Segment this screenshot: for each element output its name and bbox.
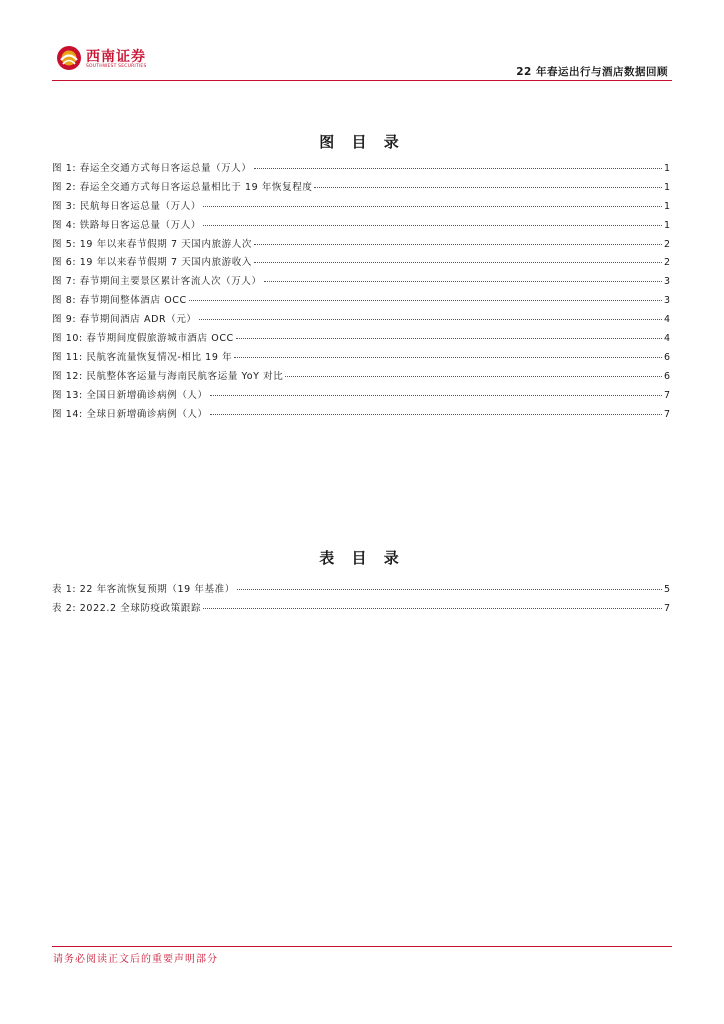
toc-leader-dots [285,376,662,377]
toc-leader-dots [203,608,662,609]
toc-entry-label: 图 10: 春节期间度假旅游城市酒店 OCC [52,333,234,345]
report-title: 22 年春运出行与酒店数据回顾 [516,66,668,78]
toc-leader-dots [199,319,662,320]
toc-entry-label: 图 4: 铁路每日客运总量（万人） [52,219,201,231]
toc-page-number: 3 [663,295,670,307]
toc-entry[interactable] [52,368,670,387]
toc-entry-label: 图 9: 春节期间酒店 ADR（元） [52,314,197,326]
toc-entry-label: 图 14: 全球日新增确诊病例（人） [52,408,208,420]
toc-page-number: 2 [663,257,670,269]
toc-page-number: 1 [663,163,670,174]
toc-page-number: 6 [663,370,670,382]
toc-entry[interactable] [52,311,670,330]
toc-entry[interactable] [52,160,670,179]
table-list [52,581,670,619]
toc-page-number: 6 [663,351,670,363]
toc-page-number: 1 [663,200,670,212]
toc-leader-dots [234,357,662,358]
toc-entry[interactable] [52,254,670,273]
toc-leader-dots [210,395,662,396]
toc-entry[interactable] [52,273,670,292]
toc-leader-dots [237,589,662,590]
toc-page-number: 1 [663,181,670,193]
toc-entry-label: 表 1: 22 年客流恢复预期（19 年基准） [52,584,235,595]
toc-entry-label: 图 8: 春节期间整体酒店 OCC [52,295,187,307]
logo-text-en: SOUTHWEST SECURITIES [86,64,147,69]
toc-entry-label: 图 12: 民航整体客运量与海南民航客运量 YoY 对比 [52,370,284,382]
toc-entry-label: 表 2: 2022.2 全球防疫政策跟踪 [52,602,202,614]
table-list-title: 表 目 录 [319,549,405,567]
toc-entry[interactable] [52,198,670,217]
toc-entry-label: 图 5: 19 年以来春节假期 7 天国内旅游人次 [52,238,252,250]
toc-page-number: 7 [663,389,670,401]
toc-page-number: 5 [663,584,670,595]
toc-leader-dots [189,300,662,301]
toc-page-number: 7 [663,602,670,614]
toc-entry[interactable] [52,292,670,311]
toc-leader-dots [254,168,662,169]
toc-entry[interactable] [52,217,670,236]
toc-entry-label: 图 13: 全国日新增确诊病例（人） [52,389,208,401]
toc-entry-label: 图 7: 春节期间主要景区累计客流人次（万人） [52,276,262,288]
toc-entry[interactable] [52,349,670,368]
toc-entry-label: 图 3: 民航每日客运总量（万人） [52,200,201,212]
footer-disclaimer: 请务必阅读正文后的重要声明部分 [53,954,218,965]
toc-entry[interactable] [52,330,670,349]
toc-page-number: 4 [663,314,670,326]
toc-entry[interactable] [52,387,670,406]
toc-leader-dots [264,281,662,282]
toc-entry-label: 图 11: 民航客流量恢复情况-相比 19 年 [52,351,233,363]
footer-divider [52,946,672,947]
toc-page-number: 1 [663,219,670,231]
figure-list-title: 图 目 录 [319,133,405,151]
toc-page-number: 4 [663,333,670,345]
toc-page-number: 7 [663,408,670,420]
toc-entry[interactable] [52,236,670,255]
toc-entry[interactable] [52,406,670,425]
toc-page-number: 3 [663,276,670,288]
toc-leader-dots [314,187,662,188]
logo-text-cn: 西南证券 [86,49,146,65]
toc-leader-dots [254,262,662,263]
toc-entry-label: 图 2: 春运全交通方式每日客运总量相比于 19 年恢复程度 [52,181,313,193]
toc-leader-dots [210,414,662,415]
toc-leader-dots [203,225,662,226]
toc-entry[interactable] [52,581,670,600]
company-logo [56,45,156,73]
toc-leader-dots [254,244,662,245]
header-divider [52,80,672,81]
toc-entry-label: 图 1: 春运全交通方式每日客运总量（万人） [52,163,252,174]
toc-entry[interactable] [52,600,670,619]
logo-icon [56,45,82,71]
toc-entry-label: 图 6: 19 年以来春节假期 7 天国内旅游收入 [52,257,252,269]
toc-page-number: 2 [663,238,670,250]
toc-leader-dots [203,206,662,207]
figure-list [52,160,670,424]
toc-entry[interactable] [52,179,670,198]
toc-leader-dots [236,338,662,339]
